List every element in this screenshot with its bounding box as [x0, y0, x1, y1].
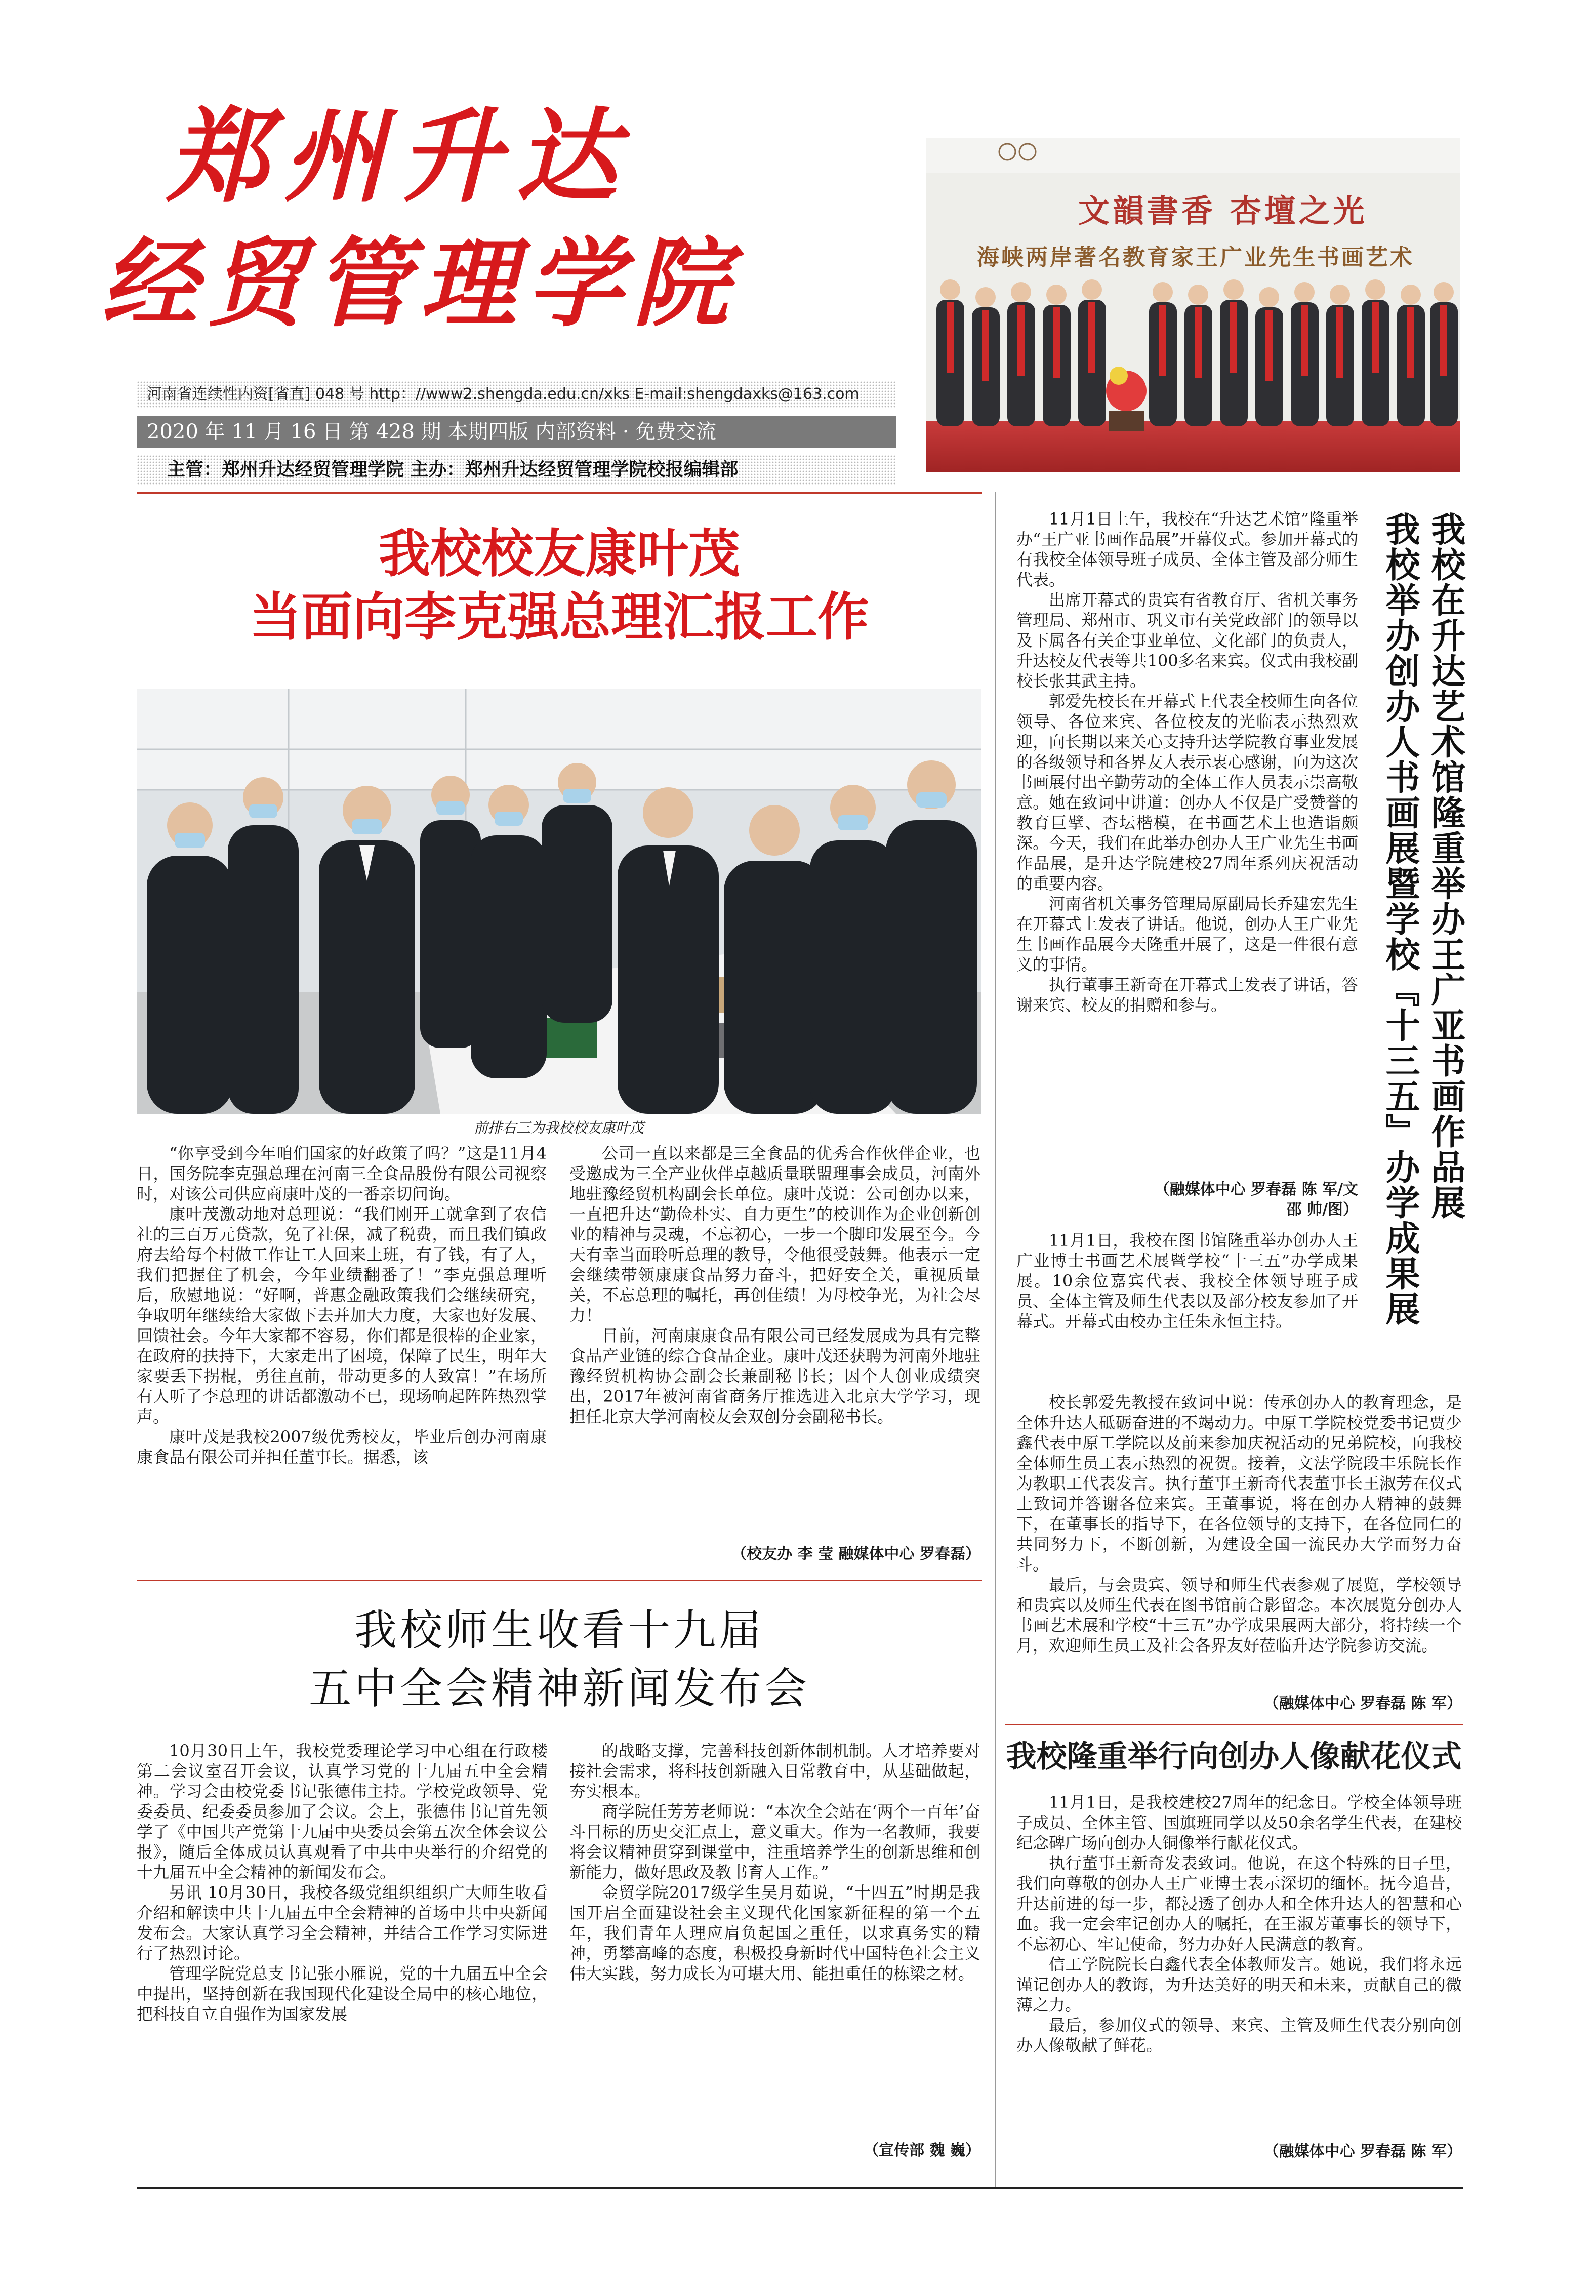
- issue-info: 2020 年 11 月 16 日 第 428 期 本期四版 内部资料 · 免费交流: [147, 420, 717, 444]
- article3-para: 另讯 10月30日，我校各级党组织组织广大师生收看介绍和解读中共十九届五中全会精神的首场中共中央新闻发布会。大家认真学习全会精神，并结合工作学习实际进行了热烈讨论。: [137, 1883, 548, 1963]
- article1-bottom-rule: [137, 1580, 982, 1581]
- article3-para: 金贸学院2017级学生吴月茹说，“十四五”时期是我国开启全面建设社会主义现代化国家新征程的第一个五年，我们青年人理应肩负起国之重任，以求真务实的精神，勇攀高峰的态度，积极投身新时代中国特色社会主义伟大实践，努力成长为可堪大用、能担重任的栋梁之材。: [569, 1883, 980, 1983]
- article1-para: 康叶茂激动地对总理说：“我们刚开工就拿到了农信社的三百万元贷款，免了社保，减了税费，而且我们镇政府去给每个村做工作让工人回来上班，有了钱，有了人，我们把握住了机会，今年业绩翻番了！”李克强总理听后，欣慰地说：“好啊，普惠金融政策我们会继续研究，争取明年继续给大家做下去并加大力度，大家也好发展、回馈社会。今年大家都不容易，你们都是很棒的企业家，在政府的扶持下，大家走出了困境，保障了民生，明年大家要丢下拐棍，勇往直前，带动更多的人致富！”在场所有人听了李总理的讲话都激动不已，现场响起阵阵热烈掌声。: [137, 1204, 547, 1426]
- article3-byline: （宣传部 魏 巍）: [864, 2142, 980, 2159]
- article3-title-line2: 五中全会精神新闻发布会: [308, 1664, 810, 1713]
- article2-byline1a: （融媒体中心 罗春磊 陈 军/文: [1154, 1181, 1358, 1198]
- article1-photo: [137, 689, 981, 1114]
- article2-part2-wide: [1016, 1392, 1462, 1656]
- article2-para: 11月1日上午，我校在“升达艺术馆”隆重举办“王广亚书画作品展”开幕仪式。参加开幕式的有我校全体领导班子成员、全体主管及部分师生代表。: [1016, 509, 1358, 589]
- article4-body: [1016, 1792, 1462, 2056]
- article1-column1: [137, 1143, 547, 1467]
- article1-para: 目前，河南康康食品有限公司已经发展成为具有完整食品产业链的综合食品企业。康叶茂还获聘为河南外地驻豫经贸机构协会副会长兼副秘书长；因个人创业成绩突出，2017年被河南省商务厅推选进入北京大学学习，现担任北京大学河南校友会双创分会副秘书长。: [569, 1326, 980, 1426]
- meeting-photo-art: [137, 689, 981, 1114]
- article1-para: 康叶茂是我校2007级优秀校友，毕业后创办河南康康食品有限公司并担任董事长。据悉，该: [137, 1427, 547, 1467]
- masthead-rule: [137, 492, 982, 494]
- article4-para: 信工学院院长白鑫代表全体教师发言。她说，我们将永远谨记创办人的教诲，为升达美好的明天和未来，贡献自己的微薄之力。: [1016, 1955, 1462, 2015]
- article2-byline1b: 邵 帅/图）: [1286, 1201, 1358, 1219]
- article2-subtitle: 我校举办创办人书画展暨学校『十三五』办学成果展: [1380, 511, 1420, 1326]
- article2-part1: [1016, 509, 1358, 1015]
- article2-para: 11月1日，我校在图书馆隆重举办创办人王广业博士书画艺术展暨学校“十三五”办学成果展。10余位嘉宾代表、我校全体领导班子成员、全体主管及师生代表以及部分校友参加了开幕式。开幕式由校办主任朱永恒主持。: [1016, 1231, 1358, 1331]
- article3-para: 的战略支撑，完善科技创新体制机制。人才培养要对接社会需求，将科技创新融入日常教育中，从基础做起，夯实根本。: [569, 1741, 980, 1801]
- article4-para: 执行董事王新奇发表致词。他说，在这个特殊的日子里，我们向尊敬的创办人王广亚博士表示深切的缅怀。抚今追昔，升达前进的每一步，都浸透了创办人和全体升达人的智慧和心血。我一定会牢记创办人的嘱托，在王淑芳董事长的领导下，不忘初心、牢记使命，努力办好人民满意的教育。: [1016, 1854, 1462, 1954]
- article3-column2: [569, 1741, 980, 1984]
- article2-byline2: （融媒体中心 罗春磊 陈 军）: [1263, 1695, 1462, 1712]
- article1-byline: （校友办 李 莹 融媒体中心 罗春磊）: [731, 1545, 980, 1563]
- sponsor-band: [137, 455, 896, 485]
- article3-para: 管理学院党总支书记张小雁说，党的十九届五中全会中提出，坚持创新在我国现代化建设全局中的核心地位，把科技自立自强作为国家发展: [137, 1964, 548, 2024]
- article1-caption: 前排右三为我校校友康叶茂: [473, 1119, 644, 1136]
- article1-column2: [569, 1143, 980, 1427]
- article4-para: 最后，参加仪式的领导、来宾、主管及师生代表分别向创办人像敬献了鲜花。: [1016, 2016, 1462, 2055]
- article1-title-line1: 我校校友康叶茂: [379, 524, 740, 584]
- article4-title: 我校隆重举行向创办人像献花仪式: [1006, 1739, 1462, 1775]
- masthead-title-line1: 郑州升达: [167, 97, 633, 216]
- banner-line2: 海峡两岸著名教育家王广业先生书画艺术: [977, 245, 1414, 270]
- article4-byline: （融媒体中心 罗春磊 陈 军）: [1263, 2143, 1462, 2160]
- column-divider: [995, 492, 996, 2188]
- article2-part2-narrow: [1016, 1230, 1358, 1332]
- article2-bottom-rule: [1005, 1724, 1463, 1725]
- article1-para: “你享受到今年咱们国家的好政策了吗？”这是11月4日，国务院李克强总理在河南三全食品股份有限公司视察时，对该公司供应商康叶茂的一番亲切问询。: [137, 1144, 547, 1203]
- article2-para: 郭爱先校长在开幕式上代表全校师生向各位领导、各位来宾、各位校友的光临表示热烈欢迎，向长期以来关心支持升达学院教育事业发展的各级领导和各界友人表示衷心感谢，向为这次书画展付出辛勤劳动的全体工作人员表示崇高敬意。她在致词中讲道：创办人不仅是广受赞誉的教育巨擘、杏坛楷模，在书画艺术上也造诣颇深。今天，我们在此举办创办人王广业先生书画作品展，是升达学院建校27周年系列庆祝活动的重要内容。: [1016, 692, 1358, 893]
- article1-para: 公司一直以来都是三全食品的优秀合作伙伴企业，也受邀成为三全产业伙伴卓越质量联盟理事会成员，河南外地驻豫经贸机构副会长单位。康叶茂说：公司创办以来，一直把升达“勤俭朴实、自力更生”的校训作为企业创新创业的精神与灵魂，不忘初心，一步一个脚印发展至今。今天有幸当面聆听总理的教导，令他很受鼓舞。他表示一定会继续带领康康食品努力奋斗，把好安全关，重视质量关，不忘总理的嘱托，再创佳绩！为母校争光，为社会尽力！: [569, 1144, 980, 1325]
- article4-para: 11月1日，是我校建校27周年的纪念日。学校全体领导班子成员、全体主管、国旗班同学以及50余名学生代表，在建校纪念碑广场向创办人铜像举行献花仪式。: [1016, 1793, 1462, 1852]
- banner-line1: 文韻書香 杏壇之光: [1078, 192, 1368, 229]
- article2-para: 校长郭爱先教授在致词中说：传承创办人的教育理念，是全体升达人砥砺奋进的不竭动力。中原工学院校党委书记贾少鑫代表中原工学院以及前来参加庆祝活动的兄弟院校，向我校全体师生员工表示热烈的祝贺。接着，文法学院段丰乐院长作为教职工代表发言。执行董事王新奇代表董事长王淑芳在仪式上致词并答谢各位来宾。王董事说，将在创办人精神的鼓舞下，在董事长的指导下，在各位领导的支持下，在各位同仁的共同努力下，不断创新，为建设全国一流民办大学而努力奋斗。: [1016, 1393, 1462, 1574]
- publication-info: 河南省连续性内资[省直] 048 号 http：//www2.shengda.edu.cn/xks E-mail:shengdaxks@163.com: [147, 385, 860, 403]
- article2-para: 河南省机关事务管理局原副局长乔建宏先生在开幕式上发表了讲话。他说，创办人王广业先生书画作品展今天隆重开展了，这是一件很有意义的事情。: [1016, 894, 1358, 974]
- article3-column1: [137, 1741, 548, 2024]
- info-band: [137, 381, 896, 408]
- exhibition-photo: [926, 138, 1460, 472]
- article2-para: 执行董事王新奇在开幕式上发表了讲话，答谢来宾、校友的捐赠和参与。: [1016, 975, 1358, 1015]
- article2-para: 最后，与会贵宾、领导和师生代表参观了展览，学校领导和贵宾以及师生代表在图书馆前合影留念。本次展览分创办人书画艺术展和学校“十三五”办学成果展两大部分，将持续一个月，欢迎师生员工及社会各界友好莅临升达学院参访交流。: [1016, 1575, 1462, 1655]
- article1-title-line2: 当面向李克强总理汇报工作: [250, 587, 869, 648]
- article2-title: 我校在升达艺术馆隆重举办王广亚书画作品展: [1425, 511, 1465, 1220]
- page-bottom-rule: [137, 2187, 1463, 2189]
- masthead-logo: [101, 96, 840, 359]
- article3-para: 商学院任芳芳老师说：“本次全会站在‘两个一百年’奋斗目标的历史交汇点上，意义重大。作为一名教师，我要将会议精神贯穿到课堂中，注重培养学生的创新思维和创新能力，做好思政及教书育人工作。”: [569, 1802, 980, 1882]
- issue-band: [137, 416, 896, 448]
- article2-para: 出席开幕式的贵宾有省教育厅、省机关事务管理局、郑州市、巩义市有关党政部门的领导以及下属各有关企事业单位、文化部门的负责人，升达校友代表等共100多名来宾。仪式由我校副校长张其武主持。: [1016, 590, 1358, 691]
- masthead-title-line2: 经贸管理学院: [101, 227, 740, 340]
- article3-para: 10月30日上午，我校党委理论学习中心组在行政楼第二会议室召开会议，认真学习党的十九届五中全会精神。学习会由校党委书记张德伟主持。学校党政领导、党委委员、纪委委员参加了会议。会上，张德伟书记首先领学了《中国共产党第十九届中央委员会第五次全体会议公报》，随后全体成员认真观看了中共中央举行的介绍党的十九届五中全会精神的新闻发布会。: [137, 1741, 548, 1882]
- article3-title-line1: 我校师生收看十九届: [354, 1605, 764, 1655]
- sponsor-info: 主管：郑州升达经贸管理学院 主办：郑州升达经贸管理学院校报编辑部: [167, 459, 739, 480]
